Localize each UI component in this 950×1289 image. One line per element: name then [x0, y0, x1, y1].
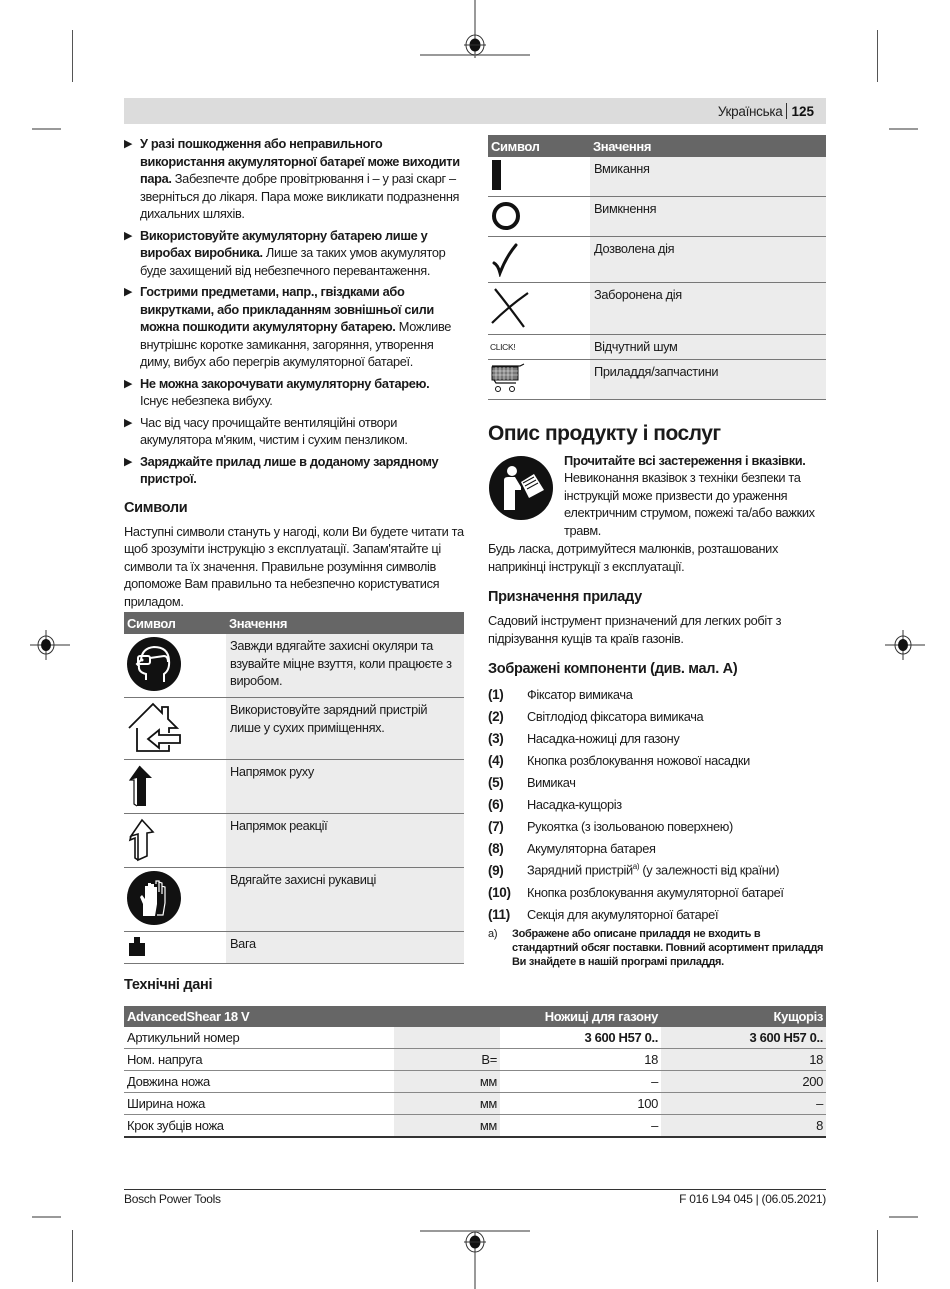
page-number: 125: [791, 103, 814, 119]
spec-shrub-value: –: [661, 1093, 826, 1115]
symbol-meaning: Використовуйте зарядний пристрій лише у сухих приміщеннях.: [226, 698, 464, 760]
table-row: [488, 359, 826, 399]
symbols-table-right: [488, 135, 826, 400]
read-manual-icon: [488, 454, 556, 522]
crop-mark: [32, 1216, 61, 1218]
switch-on-icon: [490, 159, 504, 191]
crop-mark: [877, 1230, 878, 1282]
safety-bullet: [124, 414, 464, 449]
header-separator: [786, 103, 787, 119]
component-label-suffix: (у залежності від країни): [639, 862, 780, 878]
crop-mark: [889, 1216, 918, 1218]
column-header-shrub: Кущоріз: [661, 1006, 826, 1027]
table-row: [124, 1049, 826, 1071]
shopping-cart-icon: [490, 362, 526, 394]
component-label: Насадка-ножиці для газону: [527, 730, 680, 746]
footnote-mark: a): [488, 928, 498, 940]
prohibited-cross-icon: [490, 285, 530, 329]
safety-bullet: [124, 227, 464, 280]
spec-lawn-value: –: [500, 1115, 661, 1138]
spec-label: Крок зубців ножа: [124, 1115, 394, 1138]
footer-publisher: Bosch Power Tools: [124, 1192, 221, 1206]
spec-unit: [394, 1027, 500, 1049]
safety-bullet: [124, 375, 464, 410]
table-row: [124, 932, 464, 964]
component-label: Світлодіод фіксатора вимикача: [527, 708, 704, 724]
table-row: [488, 335, 826, 360]
table-row: [124, 1093, 826, 1115]
tech-data-table: [124, 1006, 826, 1138]
spec-shrub-value: 8: [661, 1115, 826, 1138]
movement-direction-arrow-icon: [126, 762, 156, 808]
registration-mark-icon: [885, 630, 925, 660]
list-item: [488, 815, 826, 837]
list-item: [488, 749, 826, 771]
tech-heading: Технічні дані: [124, 977, 213, 993]
footnote-ref: a): [632, 862, 640, 872]
registration-mark-icon: [420, 1228, 530, 1289]
symbol-meaning: Заборонена дія: [590, 283, 826, 335]
component-label: Фіксатор вимикача: [527, 686, 633, 702]
warning-bold: Прочитайте всі застереження і вказівки.: [564, 452, 806, 468]
component-number: (3): [488, 730, 504, 746]
column-header-symbol: Символ: [124, 612, 226, 634]
component-label: Акумуляторна батарея: [527, 840, 656, 856]
list-item: [488, 793, 826, 815]
bullet-text: Забезпечте добре провітрювання і – у разі скарг – зверніться до лікаря. Пара може викликати подразнення дихальних шляхів.: [140, 171, 460, 221]
symbol-meaning: Відчутний шум: [590, 335, 826, 360]
component-number: (4): [488, 752, 504, 768]
unit-header: [394, 1006, 500, 1027]
table-row: [488, 197, 826, 237]
column-header-meaning: Значення: [226, 612, 464, 634]
spec-unit: В=: [394, 1049, 500, 1071]
bullet-text: Лише за таких умов акумулятор буде захищений від небезпечного перевантаження.: [140, 245, 446, 278]
weight-icon: [126, 934, 148, 958]
crop-mark: [877, 30, 878, 82]
list-item: [488, 683, 826, 705]
page-footer: [124, 1189, 826, 1206]
permitted-check-icon: [490, 239, 524, 277]
table-row: [488, 237, 826, 283]
bullet-text: Час від часу прочищайте вентиляційні отвори акумулятора м'яким, чистим і сухим пензликом.: [140, 414, 408, 447]
column-header-lawn: Ножиці для газону: [500, 1006, 661, 1027]
table-row: [124, 868, 464, 932]
indoor-use-icon: [126, 700, 182, 754]
symbol-meaning: Вимкнення: [590, 197, 826, 237]
click-sound-icon: CLICK!: [488, 335, 590, 360]
footer-doc-id: F 016 L94 045 | (06.05.2021): [679, 1192, 826, 1206]
crop-mark: [32, 128, 61, 130]
component-number: (2): [488, 708, 504, 724]
table-row: [124, 1071, 826, 1093]
bullet-bold: Використовуйте акумуляторну батарею лише у виробах виробника.: [140, 227, 428, 260]
spec-label: Ном. напруга: [124, 1049, 394, 1071]
registration-mark-icon: [420, 0, 530, 60]
footnote-text: Зображене або описане приладдя не входить в стандартний обсяг поставки. Повний асортимент приладдя Ви знайдете в нашій програмі приладдя.: [512, 928, 824, 968]
bullet-triangle-icon: ▶: [124, 377, 133, 390]
component-number: (10): [488, 884, 511, 900]
component-label: Зарядний пристрій: [527, 862, 633, 878]
table-row: [124, 814, 464, 868]
model-header: AdvancedShear 18 V: [124, 1006, 394, 1027]
spec-unit: мм: [394, 1093, 500, 1115]
safety-goggles-icon: [126, 636, 182, 692]
bullet-triangle-icon: ▶: [124, 229, 133, 242]
component-label: Секція для акумуляторної батареї: [527, 906, 719, 922]
component-number: (11): [488, 906, 510, 922]
component-number: (5): [488, 774, 504, 790]
symbols-table-left: [124, 612, 464, 964]
spec-lawn-value: –: [500, 1071, 661, 1093]
right-column: [488, 135, 826, 969]
table-row: [124, 760, 464, 814]
spec-unit: мм: [394, 1115, 500, 1138]
bullet-triangle-icon: ▶: [124, 416, 133, 429]
table-row: [488, 283, 826, 335]
footnote: [488, 927, 826, 969]
bullet-bold: У разі пошкодження або неправильного використання акумуляторної батареї може виходити пара.: [140, 136, 460, 186]
symbol-meaning: Завжди вдягайте захисні окуляри та взувайте міцне взуття, коли працюєте з виробом.: [226, 634, 464, 698]
warning-block: [488, 452, 826, 540]
page-header: [124, 98, 826, 124]
symbol-meaning: Вдягайте захисні рукавиці: [226, 868, 464, 932]
table-row: [124, 1027, 826, 1049]
registration-mark-icon: [30, 630, 70, 660]
component-number: (7): [488, 818, 504, 834]
component-label: Кнопка розблокування ножової насадки: [527, 752, 750, 768]
protective-gloves-icon: [126, 870, 182, 926]
list-item: [488, 881, 826, 903]
column-header-meaning: Значення: [590, 135, 826, 157]
column-header-symbol: Символ: [488, 135, 590, 157]
symbols-intro: Наступні символи стануть у нагоді, коли Ви будете читати та щоб зрозуміти інструкцію з експлуатації. Запам'ятайте ці символи та їх значення. Правильне розуміння символів допоможе Вам правильно та небезпечно користуватися приладом.: [124, 523, 464, 609]
product-heading: Опис продукту і послуг: [488, 421, 721, 445]
spec-lawn-value: 18: [500, 1049, 661, 1071]
spec-shrub-value: 3 600 H57 0..: [661, 1027, 826, 1049]
figures-note: Будь ласка, дотримуйтеся малюнків, розташованих наприкінці інструкції з експлуатації.: [488, 541, 779, 574]
list-item: [488, 859, 826, 881]
language-label: Українська: [717, 103, 783, 119]
bullet-text: Існує небезпека вибуху.: [140, 393, 273, 408]
table-row: [488, 157, 826, 197]
safety-bullet: [124, 453, 464, 488]
safety-bullet: [124, 283, 464, 371]
purpose-heading: Призначення приладу: [488, 589, 642, 605]
bullet-bold: Заряджайте прилад лише в доданому зарядному пристрої.: [140, 453, 439, 486]
symbol-meaning: Напрямок реакції: [226, 814, 464, 868]
warning-text: Невиконання вказівок з техніки безпеки та інструкцій може призвести до ураження електричним струмом, пожежі та/або важких травм.: [564, 470, 815, 538]
component-number: (9): [488, 862, 504, 878]
bullet-bold: Не можна закорочувати акумуляторну батарею.: [140, 375, 430, 391]
table-row: [124, 634, 464, 698]
spec-unit: мм: [394, 1071, 500, 1093]
component-label: Насадка-кущоріз: [527, 796, 622, 812]
spec-lawn-value: 3 600 H57 0..: [500, 1027, 661, 1049]
component-label: Рукоятка (з ізольованою поверхнею): [527, 818, 733, 834]
list-item: [488, 837, 826, 859]
bullet-triangle-icon: ▶: [124, 455, 133, 468]
spec-label: Ширина ножа: [124, 1093, 394, 1115]
components-heading: Зображені компоненти (див. мал. A): [488, 661, 738, 677]
spec-label: Артикульний номер: [124, 1027, 394, 1049]
list-item: [488, 727, 826, 749]
spec-shrub-value: 18: [661, 1049, 826, 1071]
spec-label: Довжина ножа: [124, 1071, 394, 1093]
bullet-bold: Гострими предметами, напр., гвіздками або викрутками, або прикладанням зовнішньої сили можна пошкодити акумуляторну батарею.: [140, 284, 434, 334]
switch-off-icon: [490, 199, 524, 231]
table-row: [124, 1115, 826, 1138]
list-item: [488, 771, 826, 793]
component-label: Кнопка розблокування акумуляторної батареї: [527, 884, 784, 900]
symbol-meaning: Напрямок руху: [226, 760, 464, 814]
purpose-text: Садовий інструмент призначений для легких робіт з підрізування кущів та країв газонів.: [488, 613, 782, 646]
component-number: (6): [488, 796, 504, 812]
bullet-triangle-icon: ▶: [124, 286, 133, 298]
symbol-meaning: Вага: [226, 932, 464, 964]
spec-lawn-value: 100: [500, 1093, 661, 1115]
symbols-heading: Символи: [124, 499, 188, 516]
symbol-meaning: Вмикання: [590, 157, 826, 197]
bullet-text: Можливе внутрішнє коротке замикання, загоряння, утворення диму, вибух або перегрів акумуляторної батареї.: [140, 319, 452, 369]
left-column: [124, 135, 464, 964]
component-label: Вимикач: [527, 774, 576, 790]
component-number: (8): [488, 840, 504, 856]
component-number: (1): [488, 686, 504, 702]
symbol-meaning: Приладдя/запчастини: [590, 359, 826, 399]
spec-shrub-value: 200: [661, 1071, 826, 1093]
crop-mark: [72, 1230, 73, 1282]
symbol-meaning: Дозволена дія: [590, 237, 826, 283]
list-item: [488, 903, 826, 925]
table-row: [124, 698, 464, 760]
crop-mark: [72, 30, 73, 82]
list-item: [488, 705, 826, 727]
components-list: [488, 683, 826, 925]
safety-bullet: [124, 135, 464, 223]
bullet-triangle-icon: ▶: [124, 138, 133, 150]
reaction-direction-arrow-icon: [126, 816, 156, 862]
crop-mark: [889, 128, 918, 130]
